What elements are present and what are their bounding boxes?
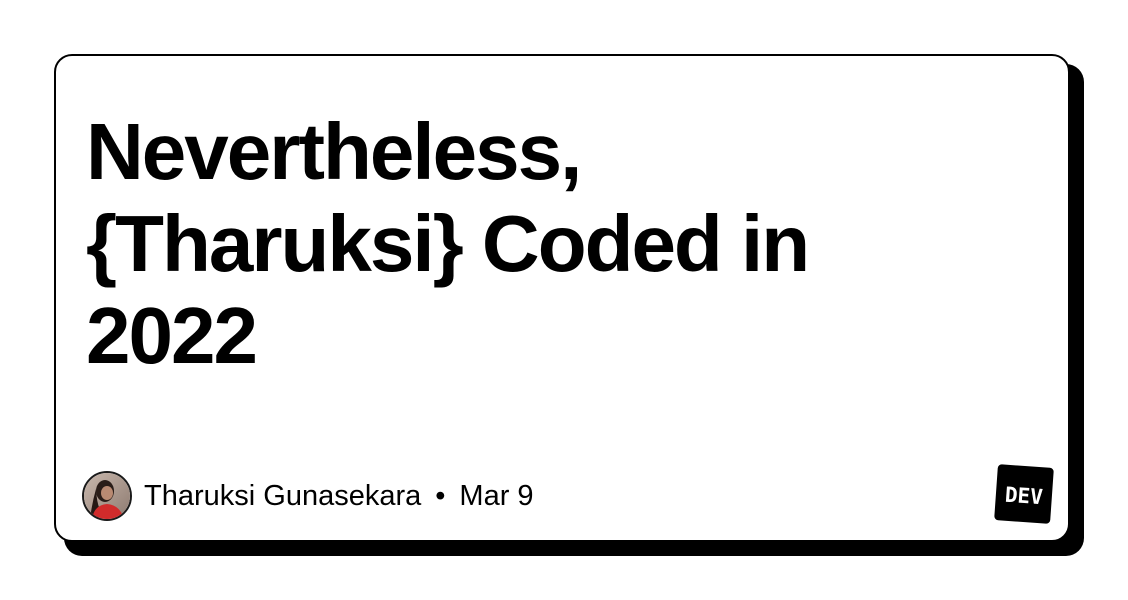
- post-meta: [82, 468, 534, 524]
- meta-separator: •: [435, 479, 446, 512]
- title-line-1: Nevertheless,: [86, 107, 581, 196]
- author-name: Tharuksi Gunasekara: [144, 479, 422, 512]
- dev-logo-icon: [992, 462, 1056, 526]
- avatar-image: [84, 473, 130, 519]
- post-title: [86, 106, 986, 382]
- title-line-3: 2022: [86, 291, 256, 380]
- dev-logo-text: DEV: [1004, 482, 1044, 510]
- title-line-2: {Tharuksi} Coded in: [86, 199, 809, 288]
- dev-logo-svg: [992, 462, 1056, 526]
- author-avatar: [82, 471, 132, 521]
- post-date: Mar 9: [459, 479, 534, 512]
- post-card: [54, 54, 1070, 542]
